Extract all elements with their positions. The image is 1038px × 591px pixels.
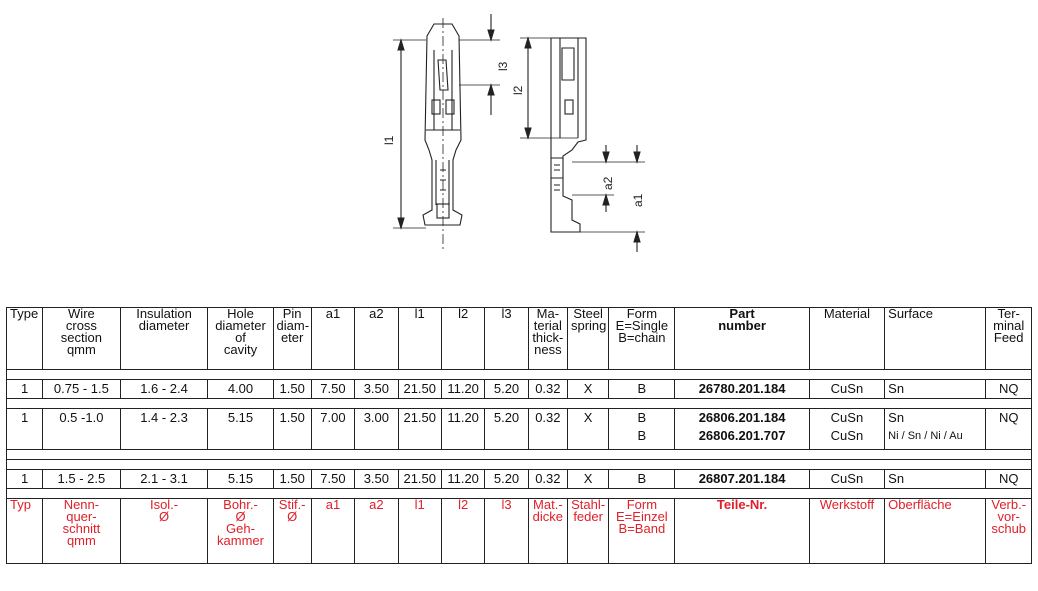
col-a2: a2 [355, 308, 398, 370]
spacer-row [7, 460, 1032, 470]
col-a2-de: a2 [355, 499, 398, 564]
cell-l2: 11.20 [441, 470, 484, 489]
cell-pin: 1.50 [273, 470, 311, 489]
col-wire: Wire cross section qmm [43, 308, 120, 370]
cell-l3: 5.20 [485, 409, 528, 450]
cell-form: B [609, 470, 675, 489]
cell-insulation: 1.4 - 2.3 [120, 409, 208, 450]
col-steel-spring-de: Stahl- feder [567, 499, 608, 564]
spacer-row [7, 450, 1032, 460]
cell-l3: 5.20 [485, 380, 528, 399]
cell-l1: 21.50 [398, 380, 441, 399]
cell-a1: 7.00 [311, 409, 354, 450]
spacer-row [7, 370, 1032, 380]
col-insulation-de: Isol.- Ø [120, 499, 208, 564]
terminal-side-view [551, 38, 586, 232]
col-a1-de: a1 [311, 499, 354, 564]
cell-surface: Sn Ni / Sn / Ni / Au [885, 409, 986, 450]
label-l3: l3 [496, 61, 510, 71]
col-part-number: Part number [675, 308, 809, 370]
cell-part-number: 26806.201.184 26806.201.707 [675, 409, 809, 450]
cell-a1: 7.50 [311, 470, 354, 489]
cell-thickness: 0.32 [528, 470, 567, 489]
cell-type: 1 [7, 470, 43, 489]
cell-type: 1 [7, 409, 43, 450]
cell-a2: 3.50 [355, 380, 398, 399]
col-l2-de: l2 [441, 499, 484, 564]
cell-pin: 1.50 [273, 380, 311, 399]
cell-pin: 1.50 [273, 409, 311, 450]
cell-material: CuSn [809, 470, 884, 489]
cell-part-number: 26780.201.184 [675, 380, 809, 399]
cell-feed: NQ [986, 380, 1032, 399]
cell-insulation: 1.6 - 2.4 [120, 380, 208, 399]
cell-material: CuSn CuSn [809, 409, 884, 450]
cell-a1: 7.50 [311, 380, 354, 399]
col-steel-spring: Steel spring [567, 308, 608, 370]
spec-table [6, 307, 1032, 564]
table-row [7, 380, 1032, 399]
cell-l2: 11.20 [441, 409, 484, 450]
cell-thickness: 0.32 [528, 380, 567, 399]
cell-form: B [609, 380, 675, 399]
col-type-de: Typ [7, 499, 43, 564]
table-row [7, 470, 1032, 489]
cell-surface: Sn [885, 470, 986, 489]
spacer-row [7, 399, 1032, 409]
label-a1: a1 [631, 193, 645, 207]
col-hole-de: Bohr.- Ø Geh- kammer [208, 499, 273, 564]
col-l3-de: l3 [485, 499, 528, 564]
col-pin: Pin diam- eter [273, 308, 311, 370]
table-row [7, 409, 1032, 450]
cell-l2: 11.20 [441, 380, 484, 399]
label-l1: l1 [382, 135, 396, 145]
cell-steel-spring: X [567, 409, 608, 450]
col-hole: Hole diameter of cavity [208, 308, 273, 370]
cell-l1: 21.50 [398, 409, 441, 450]
col-thickness: Ma- terial thick- ness [528, 308, 567, 370]
cell-l1: 21.50 [398, 470, 441, 489]
cell-surface: Sn [885, 380, 986, 399]
col-material-de: Werkstoff [809, 499, 884, 564]
col-l1: l1 [398, 308, 441, 370]
cell-hole: 5.15 [208, 409, 273, 450]
col-form-de: Form E=Einzel B=Band [609, 499, 675, 564]
cell-hole: 5.15 [208, 470, 273, 489]
technical-drawing [0, 0, 1038, 290]
cell-type: 1 [7, 380, 43, 399]
header-row-en [7, 308, 1032, 370]
terminal-front-view [423, 24, 462, 225]
cell-feed: NQ [986, 470, 1032, 489]
cell-part-number: 26807.201.184 [675, 470, 809, 489]
col-a1: a1 [311, 308, 354, 370]
header-row-de [7, 499, 1032, 564]
col-wire-de: Nenn- quer- schnitt qmm [43, 499, 120, 564]
cell-hole: 4.00 [208, 380, 273, 399]
col-type: Type [7, 308, 43, 370]
cell-steel-spring: X [567, 380, 608, 399]
col-material: Material [809, 308, 884, 370]
cell-material: CuSn [809, 380, 884, 399]
col-l1-de: l1 [398, 499, 441, 564]
col-l3: l3 [485, 308, 528, 370]
cell-wire: 1.5 - 2.5 [43, 470, 120, 489]
cell-a2: 3.50 [355, 470, 398, 489]
label-l2: l2 [511, 85, 525, 95]
col-terminal-feed-de: Verb.- vor- schub [986, 499, 1032, 564]
cell-l3: 5.20 [485, 470, 528, 489]
cell-insulation: 2.1 - 3.1 [120, 470, 208, 489]
col-surface-de: Oberfläche [885, 499, 986, 564]
cell-a2: 3.00 [355, 409, 398, 450]
cell-thickness: 0.32 [528, 409, 567, 450]
col-thickness-de: Mat.- dicke [528, 499, 567, 564]
cell-wire: 0.75 - 1.5 [43, 380, 120, 399]
cell-wire: 0.5 -1.0 [43, 409, 120, 450]
col-surface: Surface [885, 308, 986, 370]
cell-form: B B [609, 409, 675, 450]
col-insulation: Insulation diameter [120, 308, 208, 370]
col-l2: l2 [441, 308, 484, 370]
spacer-row [7, 489, 1032, 499]
cell-steel-spring: X [567, 470, 608, 489]
label-a2: a2 [601, 176, 615, 190]
col-pin-de: Stif.- Ø [273, 499, 311, 564]
col-part-number-de: Teile-Nr. [675, 499, 809, 564]
col-form: Form E=Single B=chain [609, 308, 675, 370]
col-terminal-feed: Ter- minal Feed [986, 308, 1032, 370]
cell-feed: NQ [986, 409, 1032, 450]
